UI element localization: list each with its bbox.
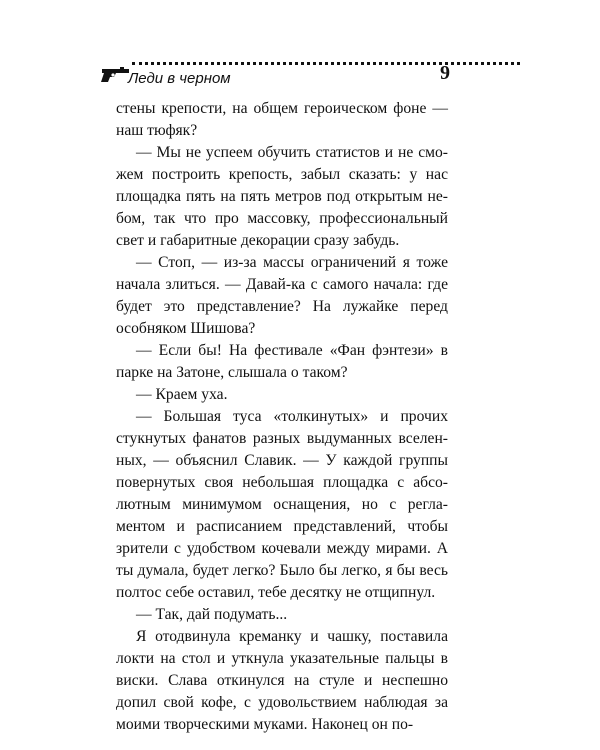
paragraph: — Так, дай подумать...: [136, 606, 288, 623]
paragraph: — Большая туса «толкинутых» и прочих стукнутых фанатов разных выдуманных вселенных, — объяснил Славик. — У каждой группы повернутых своя небольшая площадка с абсолютным минимумом оснащения, но с регламентом и расписанием представлений, чтобы зрители с удобством кочевали между мирами. А ты думала, будет легко? Было бы легко, я бы весь полтос себе оставил, тебе десятку не отщипнул.: [116, 408, 448, 601]
page-number: 9: [440, 62, 450, 84]
paragraph: стены крепости, на общем героическом фоне — наш тюфяк?: [116, 100, 448, 139]
running-header: [100, 62, 460, 92]
revolver-icon: [100, 65, 130, 83]
paragraph: — Мы не успеем обучить статистов и не сможем построить крепость, забыл сказать: у нас площадка пять на пять метров под открытым небом, так что про массовку, профессиональный свет и габаритные декорации сразу забудь.: [116, 144, 448, 249]
dotted-rule: [132, 62, 520, 65]
paragraph: — Краем уха.: [136, 386, 228, 403]
running-title: Леди в черном: [128, 70, 231, 87]
paragraph: Я отодвинула креманку и чашку, поставила локти на стол и уткнула указательные пальцы в виски. Слава откинулся на стуле и неспешно допил свой кофе, с удовольствием наблюдая за моими творческими муками. Наконец он по-: [116, 628, 448, 733]
paragraph: — Стоп, — из-за массы ограничений я тоже начала злиться. — Давай-ка с самого начала: где будет это представление? На лужайке перед особняком Шишова?: [116, 254, 448, 337]
paragraph: — Если бы! На фестивале «Фан фэнтези» в парке на Затоне, слышала о таком?: [116, 342, 448, 381]
body-text: [116, 98, 448, 736]
